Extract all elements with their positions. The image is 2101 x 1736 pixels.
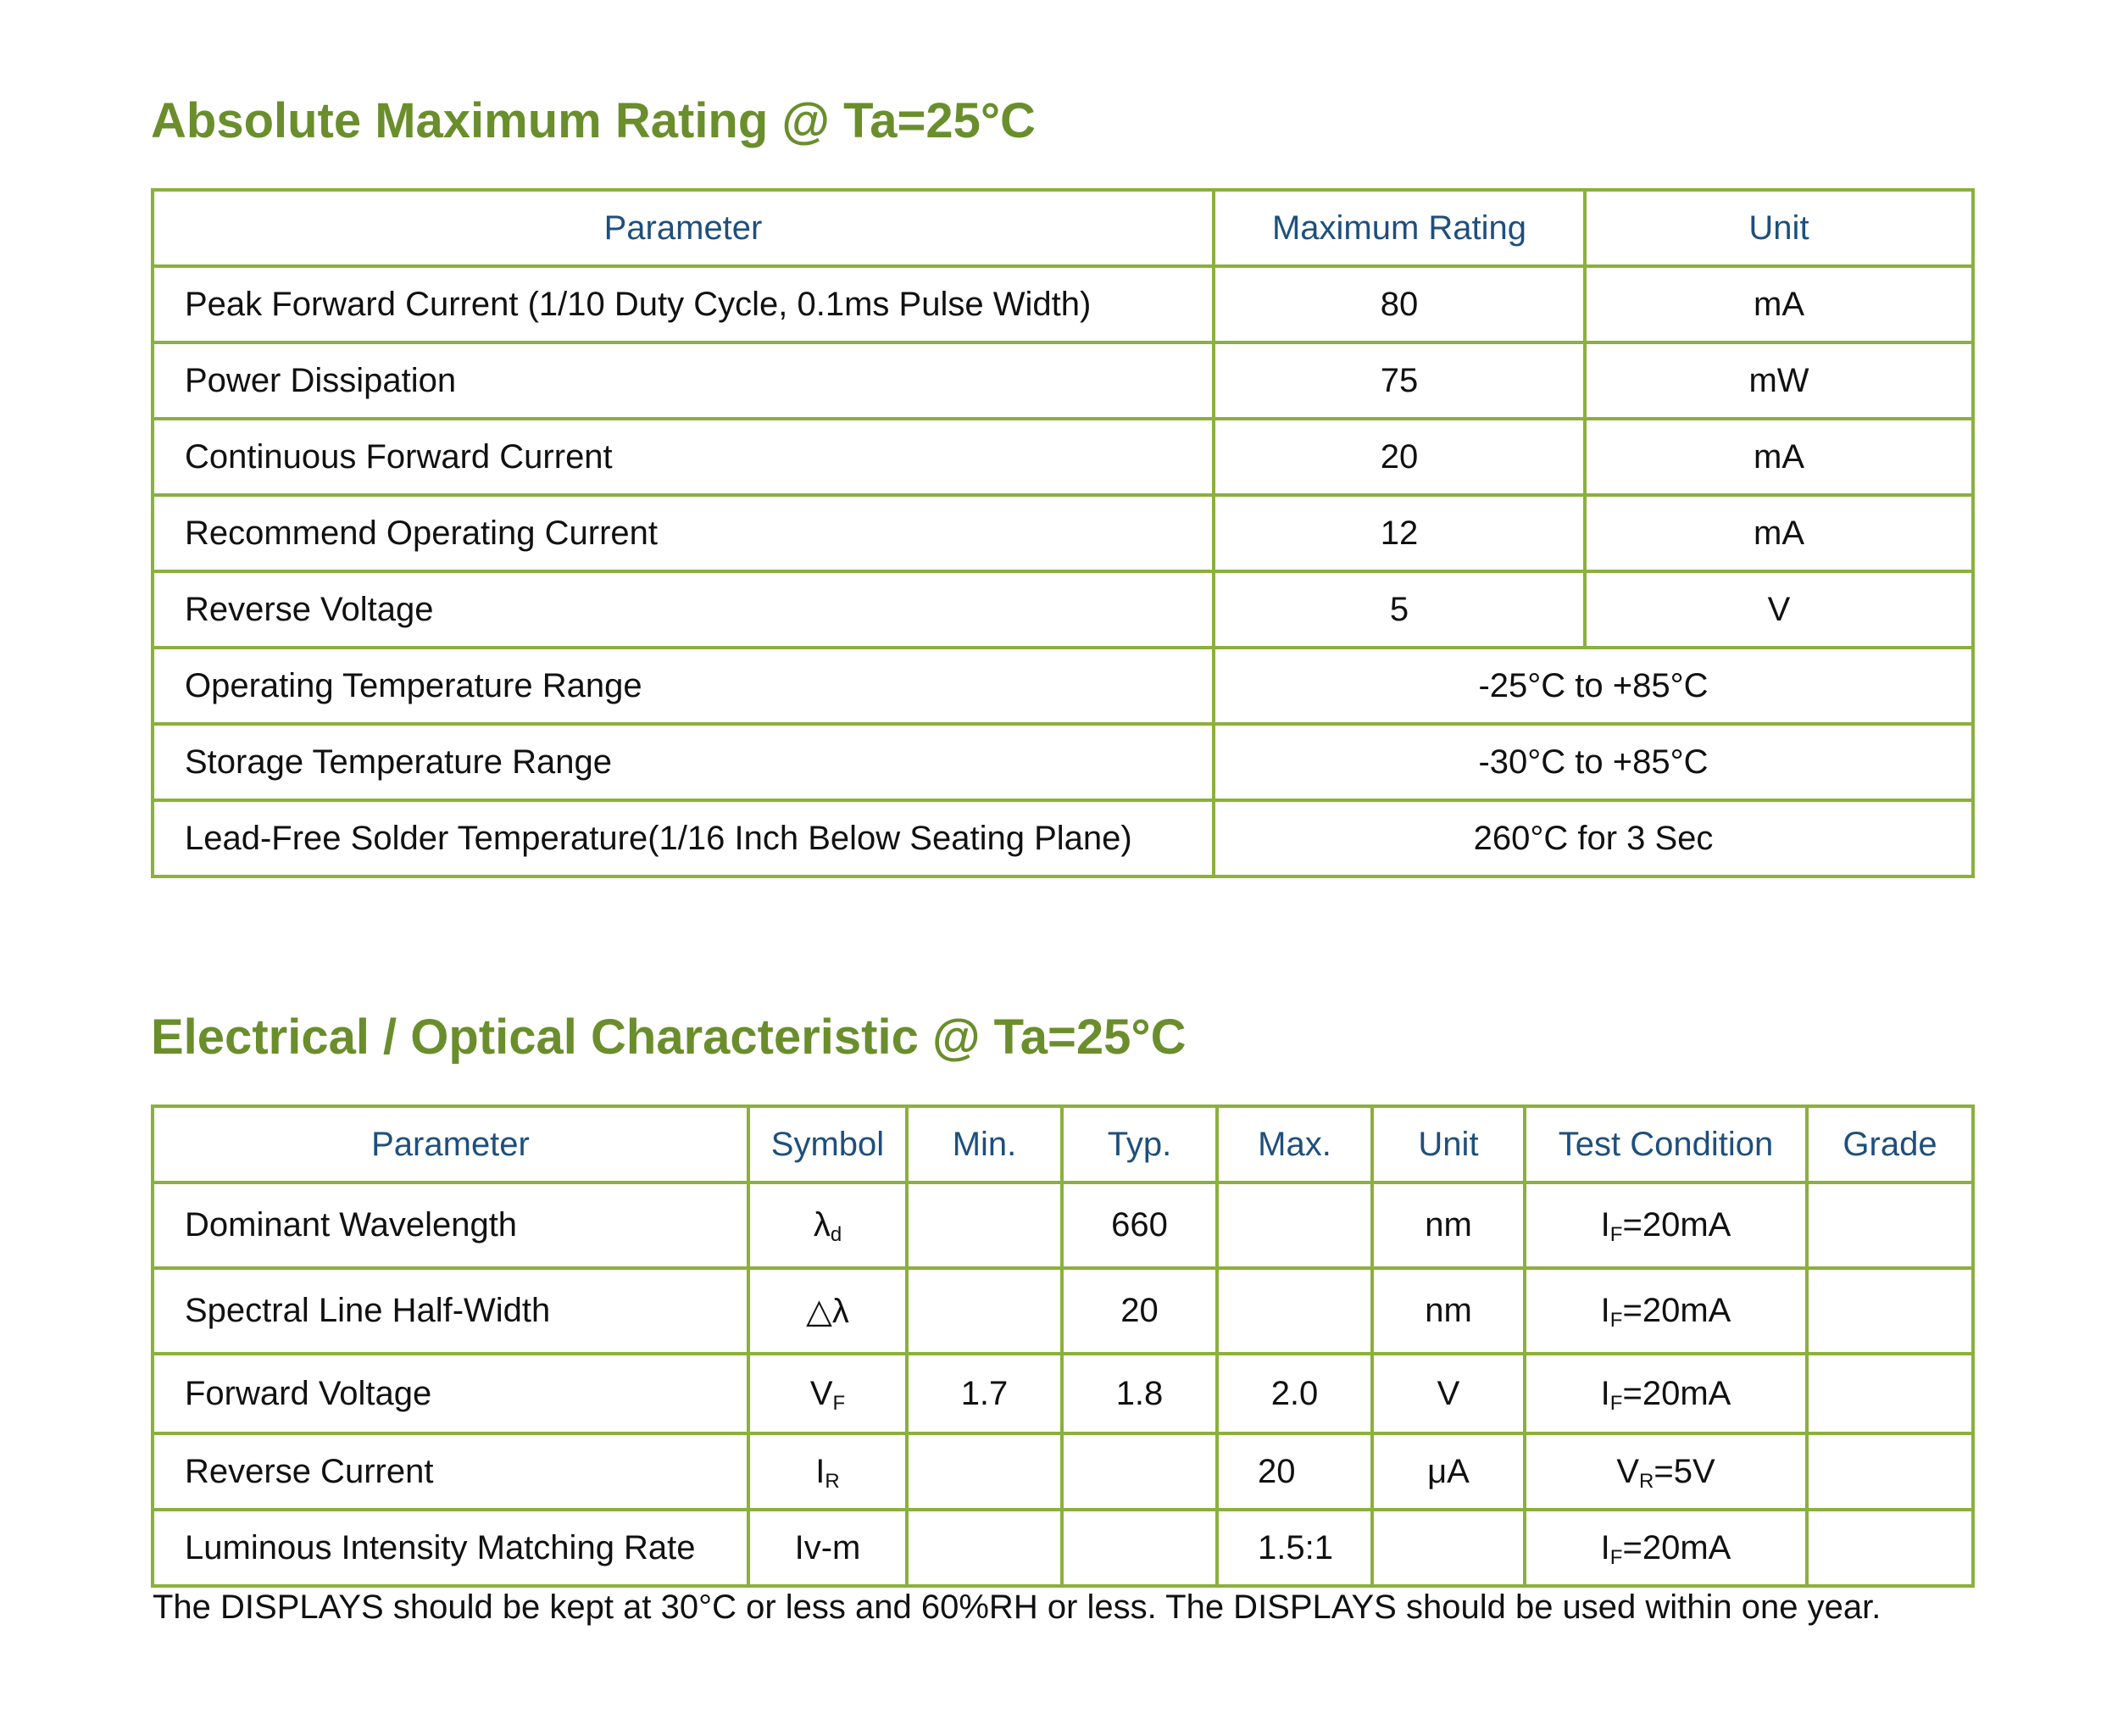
test-condition-cell <box>1525 1433 1807 1510</box>
max-cell: 1.5:1 <box>1217 1510 1372 1586</box>
absolute-max-rating-title: Absolute Maximum Rating @ Ta=25°C <box>151 93 1036 148</box>
symbol-subscript: R <box>825 1469 840 1493</box>
electrical-optical-title: Electrical / Optical Characteristic @ Ta=25°C <box>151 1010 1187 1065</box>
header-parameter: Parameter <box>153 190 1214 266</box>
condition-main: I <box>1600 1292 1610 1329</box>
storage-note: The DISPLAYS should be kept at 30°C or less and 60%RH or less. The DISPLAYS should be used within one year. <box>153 1589 1881 1626</box>
parameter-cell: Power Dissipation <box>153 342 1214 419</box>
parameter-cell: Storage Temperature Range <box>153 724 1214 800</box>
header-min: Min. <box>907 1106 1062 1182</box>
table-row <box>153 648 1973 724</box>
typ-cell <box>1062 1510 1217 1586</box>
parameter-cell: Lead-Free Solder Temperature(1/16 Inch Below Seating Plane) <box>153 800 1214 876</box>
condition-value: =20mA <box>1622 1206 1731 1244</box>
rating-cell: -25°C to +85°C <box>1214 648 1973 724</box>
table-row <box>153 1268 1973 1354</box>
electrical-optical-table <box>151 1104 1975 1588</box>
condition-subscript: R <box>1639 1469 1654 1493</box>
symbol-subscript: d <box>830 1223 842 1246</box>
header-unit: Unit <box>1372 1106 1525 1182</box>
condition-main: I <box>1600 1374 1610 1412</box>
table-row <box>153 266 1973 342</box>
condition-subscript: F <box>1609 1223 1623 1246</box>
test-condition-cell <box>1525 1182 1807 1268</box>
symbol-main: I <box>815 1452 825 1490</box>
table-row <box>153 1510 1973 1586</box>
max-cell: 2.0 <box>1217 1354 1372 1433</box>
parameter-cell: Operating Temperature Range <box>153 648 1214 724</box>
rating-cell: 260°C for 3 Sec <box>1214 800 1973 876</box>
parameter-cell: Reverse Voltage <box>153 571 1214 648</box>
condition-value: =20mA <box>1622 1292 1731 1329</box>
min-cell: 1.7 <box>907 1354 1062 1433</box>
unit-cell: mA <box>1585 495 1973 571</box>
typ-cell: 660 <box>1062 1182 1217 1268</box>
parameter-cell: Recommend Operating Current <box>153 495 1214 571</box>
condition-main: I <box>1600 1206 1610 1244</box>
min-cell <box>907 1510 1062 1586</box>
symbol-cell <box>748 1354 907 1433</box>
condition-main: I <box>1600 1528 1610 1566</box>
test-condition-cell <box>1525 1268 1807 1354</box>
table-row <box>153 1182 1973 1268</box>
unit-cell: mA <box>1585 266 1973 342</box>
symbol-cell <box>748 1433 907 1510</box>
min-cell <box>907 1182 1062 1268</box>
header-unit: Unit <box>1585 190 1973 266</box>
table-row <box>153 495 1973 571</box>
test-condition-cell <box>1525 1354 1807 1433</box>
grade-cell <box>1807 1510 1973 1586</box>
table-row <box>153 1433 1973 1510</box>
max-cell <box>1217 1268 1372 1354</box>
symbol-cell <box>748 1510 907 1586</box>
min-cell <box>907 1268 1062 1354</box>
table-row <box>153 800 1973 876</box>
typ-cell: 20 <box>1062 1268 1217 1354</box>
unit-cell: mW <box>1585 342 1973 419</box>
parameter-cell: Continuous Forward Current <box>153 419 1214 495</box>
parameter-cell: Forward Voltage <box>153 1354 748 1433</box>
header-parameter: Parameter <box>153 1106 748 1182</box>
table-row <box>153 724 1973 800</box>
header-typ: Typ. <box>1062 1106 1217 1182</box>
max-cell <box>1217 1182 1372 1268</box>
header-max: Max. <box>1217 1106 1372 1182</box>
symbol-cell <box>748 1182 907 1268</box>
grade-cell <box>1807 1182 1973 1268</box>
max-cell: 20 <box>1217 1433 1372 1510</box>
unit-cell: μA <box>1372 1433 1525 1510</box>
symbol-main: Iv-m <box>794 1528 861 1566</box>
unit-cell <box>1372 1510 1525 1586</box>
condition-subscript: F <box>1609 1391 1623 1415</box>
symbol-main: λ <box>813 1206 831 1244</box>
table-row <box>153 1354 1973 1433</box>
rating-cell: 80 <box>1214 266 1585 342</box>
table-row <box>153 342 1973 419</box>
unit-cell: V <box>1372 1354 1525 1433</box>
symbol-subscript: F <box>832 1391 846 1415</box>
symbol-cell <box>748 1268 907 1354</box>
rating-cell: 20 <box>1214 419 1585 495</box>
min-cell <box>907 1433 1062 1510</box>
condition-value: =20mA <box>1622 1374 1731 1412</box>
typ-cell <box>1062 1433 1217 1510</box>
rating-cell: 5 <box>1214 571 1585 648</box>
grade-cell <box>1807 1433 1973 1510</box>
rating-cell: 75 <box>1214 342 1585 419</box>
condition-value: =20mA <box>1622 1528 1731 1566</box>
header-test-condition: Test Condition <box>1525 1106 1807 1182</box>
condition-subscript: F <box>1609 1309 1623 1332</box>
unit-cell: nm <box>1372 1268 1525 1354</box>
parameter-cell: Luminous Intensity Matching Rate <box>153 1510 748 1586</box>
condition-subscript: F <box>1609 1545 1623 1569</box>
parameter-cell: Spectral Line Half-Width <box>153 1268 748 1354</box>
condition-value: =5V <box>1654 1452 1715 1490</box>
symbol-main: V <box>809 1374 833 1412</box>
parameter-cell: Reverse Current <box>153 1433 748 1510</box>
unit-cell: V <box>1585 571 1973 648</box>
parameter-cell: Dominant Wavelength <box>153 1182 748 1268</box>
table-row <box>153 571 1973 648</box>
typ-cell: 1.8 <box>1062 1354 1217 1433</box>
unit-cell: nm <box>1372 1182 1525 1268</box>
header-maximum-rating: Maximum Rating <box>1214 190 1585 266</box>
absolute-max-rating-table <box>151 188 1975 878</box>
rating-cell: -30°C to +85°C <box>1214 724 1973 800</box>
grade-cell <box>1807 1354 1973 1433</box>
symbol-main: △λ <box>806 1292 849 1330</box>
table-row <box>153 419 1973 495</box>
header-grade: Grade <box>1807 1106 1973 1182</box>
test-condition-cell <box>1525 1510 1807 1586</box>
unit-cell: mA <box>1585 419 1973 495</box>
condition-main: V <box>1616 1452 1640 1490</box>
grade-cell <box>1807 1268 1973 1354</box>
parameter-cell: Peak Forward Current (1/10 Duty Cycle, 0.1ms Pulse Width) <box>153 266 1214 342</box>
rating-cell: 12 <box>1214 495 1585 571</box>
header-symbol: Symbol <box>748 1106 907 1182</box>
